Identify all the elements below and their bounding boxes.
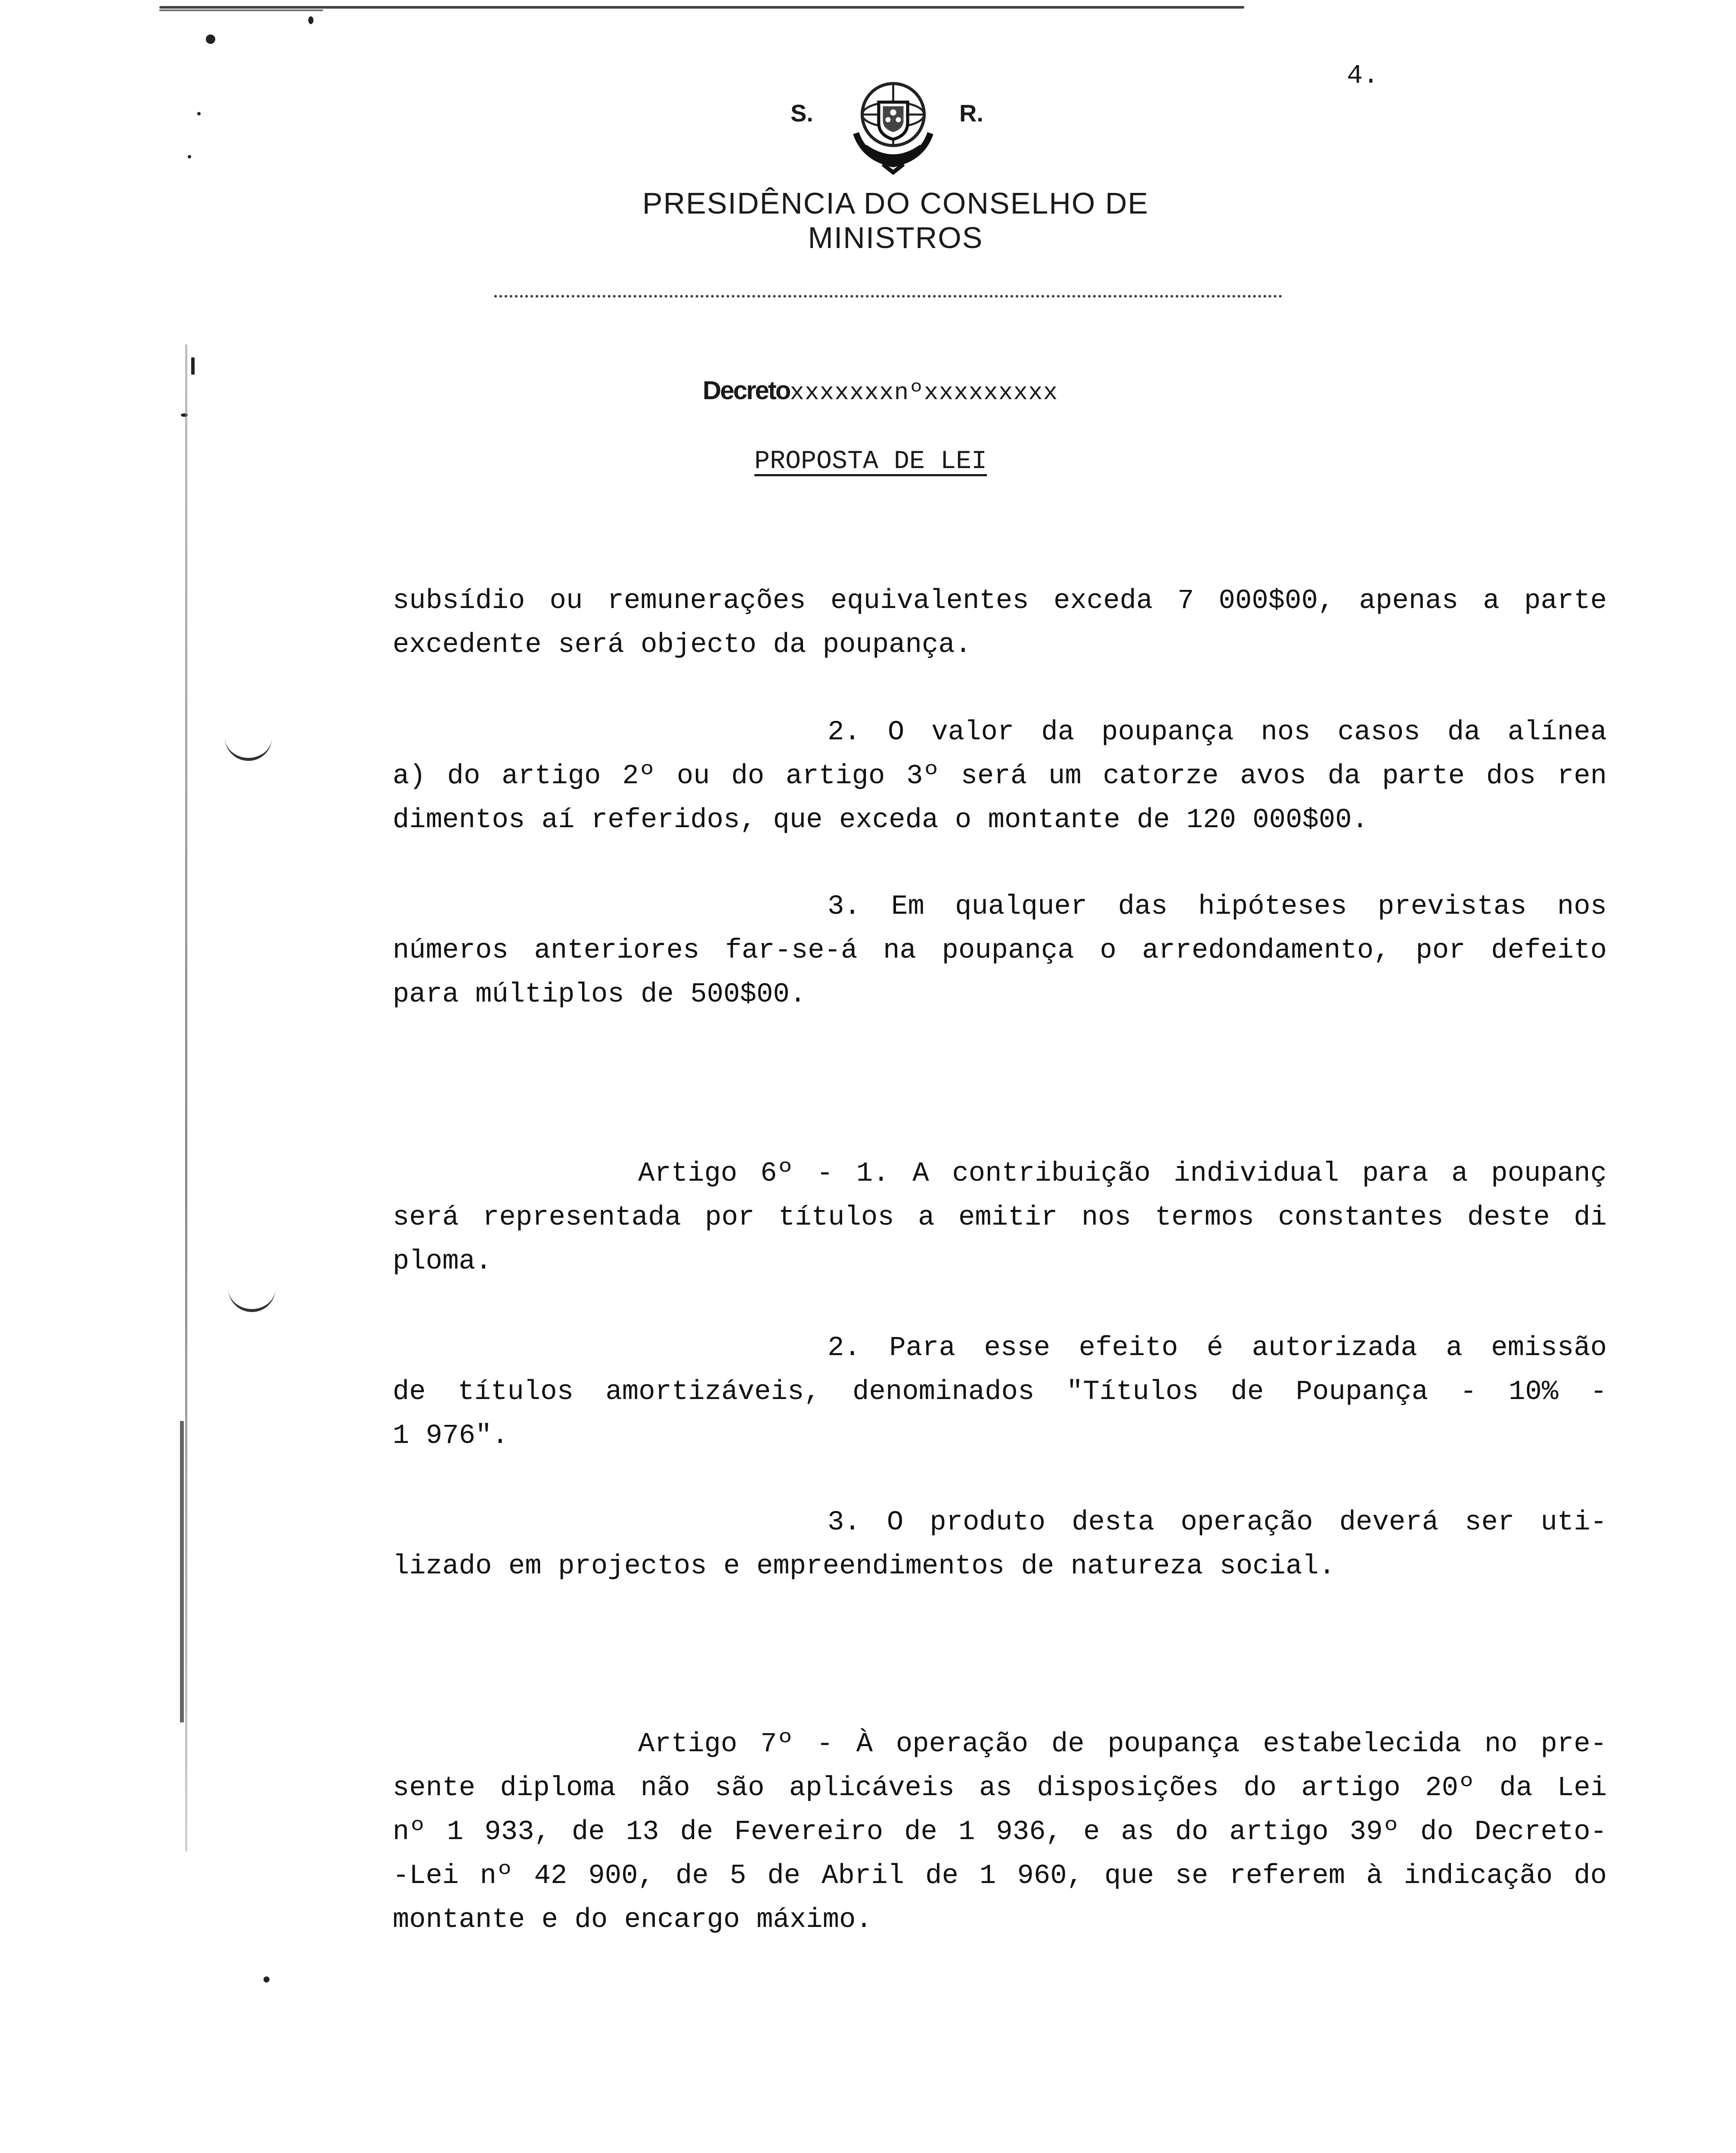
proposal-title: PROPOSTA DE LEI <box>754 447 987 476</box>
scan-punch-mark <box>228 1283 276 1312</box>
text-line: montante e do encargo máximo. <box>393 1905 872 1936</box>
text-line: dimentos aí referidos, que exceda o montante de 120 000$00. <box>393 805 1368 836</box>
text-line: de títulos amortizáveis, denominados "Títulos de Poupança - 10% - <box>393 1377 1607 1408</box>
text-line: Artigo 7º - À operação de poupança estabelecida no pre- <box>638 1729 1607 1760</box>
decree-number-line <box>703 375 1058 406</box>
text-line: lizado em projectos e empreendimentos de natureza social. <box>393 1551 1336 1582</box>
paragraph-number-3 <box>393 885 1607 1017</box>
scan-speck <box>191 357 195 375</box>
scan-margin-shadow <box>185 344 187 1852</box>
text-line: -Lei nº 42 900, de 5 de Abril de 1 960, que se referem à indicação do <box>393 1861 1607 1892</box>
paragraph-continuation <box>393 579 1607 667</box>
scan-top-rule-shadow <box>159 9 323 11</box>
institution-name: PRESIDÊNCIA DO CONSELHO DE MINISTROS <box>642 186 1149 254</box>
decree-crossed-text: xxxxxxxnºxxxxxxxxx <box>790 379 1058 406</box>
text-line: 1 976". <box>393 1421 508 1452</box>
text-line: para múltiplos de 500$00. <box>393 979 806 1010</box>
article-6-number-2 <box>393 1326 1607 1458</box>
decree-overtyped-word: Decreto <box>703 376 790 405</box>
scan-speck <box>197 112 201 115</box>
paragraph-number-2 <box>393 710 1607 842</box>
dotted-separator <box>494 295 1282 298</box>
text-line: 2. Para esse efeito é autorizada a emissão <box>828 1333 1607 1364</box>
emblem-letter-right: R. <box>959 99 983 127</box>
text-line: 3. Em qualquer das hipóteses previstas nos <box>828 891 1607 922</box>
text-line: Artigo 6º - 1. A contribuição individual para a poupanç <box>638 1158 1607 1189</box>
text-line: 3. O produto desta operação deverá ser uti- <box>828 1507 1607 1538</box>
scan-speck <box>308 16 313 24</box>
scan-punch-mark <box>225 732 272 761</box>
text-line: excedente será objecto da poupança. <box>393 630 972 661</box>
text-line: a) do artigo 2º ou do artigo 3º será um catorze avos da parte dos ren <box>393 761 1607 792</box>
scan-margin-shadow-dark <box>180 1421 184 1722</box>
text-line: 2. O valor da poupança nos casos da alínea <box>828 717 1607 748</box>
text-line: números anteriores far-se-á na poupança o arredondamento, por defeito <box>393 935 1607 966</box>
text-line: será representada por títulos a emitir nos termos constantes deste di <box>393 1202 1607 1233</box>
emblem-letter-left: S. <box>790 99 813 127</box>
text-line: nº 1 933, de 13 de Fevereiro de 1 936, e as do artigo 39º do Decreto- <box>393 1817 1607 1848</box>
coat-of-arms-icon <box>840 73 946 177</box>
article-6 <box>393 1152 1607 1284</box>
text-line: sente diploma não são aplicáveis as disposições do artigo 20º da Lei <box>393 1773 1607 1804</box>
state-emblem-row <box>775 73 1016 177</box>
article-6-number-3 <box>393 1501 1607 1588</box>
text-line: subsídio ou remunerações equivalentes exceda 7 000$00, apenas a parte <box>393 586 1607 617</box>
article-7 <box>393 1722 1607 1942</box>
scan-speck <box>188 155 191 158</box>
page-number: 4. <box>1347 60 1379 91</box>
scan-speck <box>264 1976 270 1982</box>
text-line: ploma. <box>393 1246 492 1277</box>
scan-top-rule <box>159 6 1244 9</box>
scan-speck <box>206 34 215 44</box>
